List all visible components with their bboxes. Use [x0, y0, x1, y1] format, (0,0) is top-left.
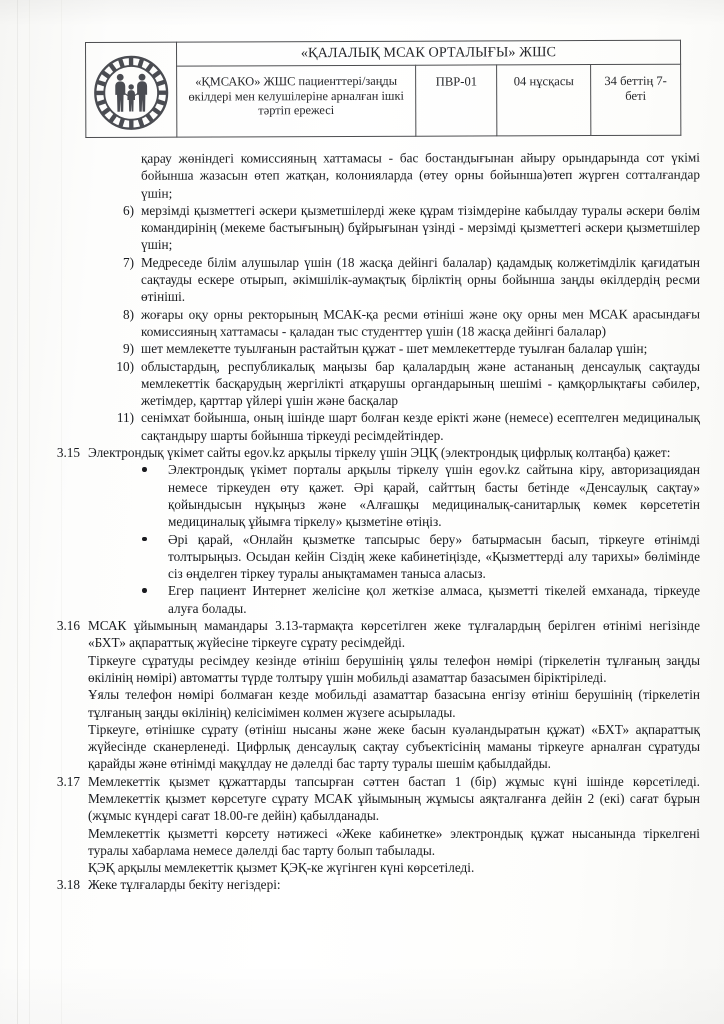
- bullet-item: [0, 531, 724, 583]
- section-number: 3.16: [56, 618, 80, 634]
- list-item: [0, 254, 724, 306]
- section-paragraph: Ұялы телефон нөмірі болмаған кезде мобильді азаматтар базасына енгізу өтініш берушінің (тіркелетін тұлғаның заңды өкілінің) келісімімен колмен жүзеге асырылады.: [88, 687, 700, 720]
- section-3-17: [0, 773, 724, 825]
- section-3-17-paragraph: [0, 825, 724, 860]
- list-item-text: Медреседе білім алушылар үшін (18 жасқа дейінгі балалар) қадамдық колжетімділік қағидатын сақтауды ескере отырып, әкімшілік-аумақтық бірліктің орны бойынша заңды өкілдердің ресми өтініші.: [141, 254, 700, 305]
- organization-title: «ҚАЛАЛЫҚ МСАК ОРТАЛЫҒЫ» ЖШС: [176, 40, 680, 66]
- list-item-marker: 11): [116, 410, 134, 426]
- document-body: [0, 150, 724, 894]
- section-paragraph: ҚЭҚ арқылы мемлекеттік қызмет ҚЭҚ-ке жүгінген күні көрсетіледі.: [88, 860, 475, 876]
- document-version-cell: 04 нұсқасы: [497, 65, 591, 136]
- document-header-table: [85, 40, 681, 138]
- section-paragraph: МСАК ұйымының мамандары 3.13-тармақта көрсетілген жеке тұлғалардың берілген өтінімі негізінде «БХТ» ақпараттық жүйесіне тіркеуге сұрату ресімдейді.: [88, 618, 700, 651]
- list-item-text: сенімхат бойынша, оның ішінде шарт болған кезде ерікті және (немесе) есептелген медициналық сақтандыру шарты бойынша тіркеуді ресімдейтіндер.: [141, 410, 700, 443]
- section-intro-text: Электрондық үкімет сайты egov.kz арқылы тіркелу үшін ЭЦҚ (электрондық цифрлық колтаңба) қажет:: [88, 445, 671, 461]
- section-3-15: [0, 444, 724, 461]
- family-in-gear-icon: [92, 54, 170, 132]
- list-item: [0, 305, 724, 340]
- section-paragraph: Тіркеуге сұратуды ресімдеу кезінде өтініш берушінің ұялы телефон нөмірі (тіркелетін тұлғаның заңды өкілінің нөмірі) автоматты түрде толтыру үшін мобильді азаматтар базасымен біріктіріледі.: [88, 652, 700, 685]
- document-name-cell: «ҚМСАКО» ЖШС пациенттері/заңды өкілдері мен келушілеріне арналған ішкі тәртіп ережесі: [176, 65, 416, 137]
- list-item-marker: 7): [122, 254, 134, 270]
- section-number: 3.18: [56, 877, 80, 893]
- section-paragraph: Мемлекеттік қызметті көрсету нәтижесі «Жеке кабинетке» электрондық құжат нысанында тіркелгені туралы хабарлама немесе дәлелді бас тарту болып табылады.: [88, 825, 700, 858]
- section-3-16-paragraph: [0, 686, 724, 721]
- bullet-text: Электрондық үкімет порталы арқылы тіркелу үшін egov.kz сайтына кіру, авторизациядан немесе тіркеуден өту қажет. Әрі қарай, сайттың басты бетінде «Денсаулық сақтау» қойындысын нұқыңыз және «Алғашқы медициналық-санитарлық көмек көрсететін медициналық ұйымға тіркелу» қызметіне өтіңіз.: [168, 462, 700, 530]
- section-paragraph: Мемлекеттік қызмет құжаттарды тапсырған сәттен бастап 1 (бір) жұмыс күні ішінде көрсетіледі. Мемлекеттік қызмет көрсетуге сұрату МСАК ұйымының жұмысы аяқталғанға дейін 2 (екі) сағат бұрын (жұмыс күндері сағат 18.00-ге дейін) қабылданады.: [88, 773, 700, 824]
- section-number: 3.17: [56, 773, 80, 789]
- bullet-dot-icon: [142, 588, 147, 593]
- section-3-16: [0, 617, 724, 652]
- list-item-marker: 8): [122, 306, 134, 322]
- bullet-dot-icon: [142, 467, 147, 472]
- emblem-cell: [86, 42, 177, 137]
- page-number-cell: 34 беттің 7-беті: [590, 64, 680, 135]
- scan-shadow: [0, 964, 724, 1024]
- list-item-text: жоғары оқу орны ректорының МСАК-қа ресми өтініші және оқу орны мен МСАК арасындағы комиссияның хаттамасы - қаладан тыс студенттер үшін (18 жасқа дейінгі балалар): [140, 306, 700, 339]
- list-item-marker: 6): [122, 202, 134, 218]
- section-number: 3.15: [56, 445, 80, 461]
- list-item-text: облыстардың, республикалық маңызы бар қалалардың және астананың денсаулық сақтауды мемлекеттік басқарудың жергілікті атқарушы органдарының шешімі - қамқорлықтағы сәбилер, жетімдер, қарттар үйлері үшін және басқалар: [141, 358, 700, 409]
- list-item-text: мерзімді қызметтегі әскери қызметшілерді жеке құрам тізімдеріне кабылдау туралы әскери бөлім командирінің (мекеме бастығының) бұйрығынан үзінді - мерзімді қызметтегі әскери қызметшілер үшін;: [141, 202, 700, 253]
- section-paragraph: Жеке тұлғаларды бекіту негіздері:: [88, 877, 281, 893]
- bullet-text: Әрі қарай, «Онлайн қызметке тапсырыс беру» батырмасын басып, тіркеуге өтінімді толтырыңыз. Осыдан кейін Сіздің жеке кабинетіңізде, «Қызметтерді алу тарихы» бөлімінде сіз өңделген тіркеу туралы анықтамамен таныса аласыз.: [168, 531, 700, 582]
- bullet-dot-icon: [142, 537, 147, 542]
- list-item-marker: 9): [122, 341, 134, 357]
- section-3-16-paragraph: [0, 721, 724, 773]
- section-3-16-paragraph: [0, 652, 724, 687]
- section-3-18: [0, 876, 724, 893]
- section-paragraph: Тіркеуге, өтінішке сұрату (өтініш нысаны және жеке басын куәландыратын құжат) «БХТ» ақпараттық жүйесінде сканерленеді. Цифрлық денсаулық сақтау субъектісінің маманы тіркеуге арналған сұратуды қарайды және өтінімді мақұлдау не дәлелді бас тарту туралы шешім қабылдайды.: [88, 721, 700, 772]
- list-item: [0, 358, 724, 410]
- list-item-continuation: қарау жөніндегі комиссияның хаттамасы - бас бостандығынан айыру орындарында сот үкімі бойынша жазасын өтеп жатқан, колонияларда (өтеу орны бойынша)өтеп жүрген сотталғандар үшін;: [140, 149, 701, 201]
- bullet-item: [0, 582, 724, 617]
- bullet-text: Егер пациент Интернет желісіне қол жеткізе алмаса, қызметті тікелей емханада, тіркеуде алуға болады.: [168, 583, 700, 616]
- section-3-17-paragraph: [0, 859, 724, 876]
- document-code-cell: ПВР-01: [416, 65, 498, 136]
- bullet-item: [0, 461, 724, 530]
- list-item-marker: 10): [116, 358, 134, 374]
- list-item: [0, 409, 724, 444]
- list-item-text: шет мемлекетте туылғанын растайтын құжат - шет мемлекеттерде туылған балалар үшін;: [141, 341, 648, 357]
- scan-shadow: [0, 0, 724, 26]
- list-item: [0, 340, 724, 357]
- list-item: [0, 202, 724, 254]
